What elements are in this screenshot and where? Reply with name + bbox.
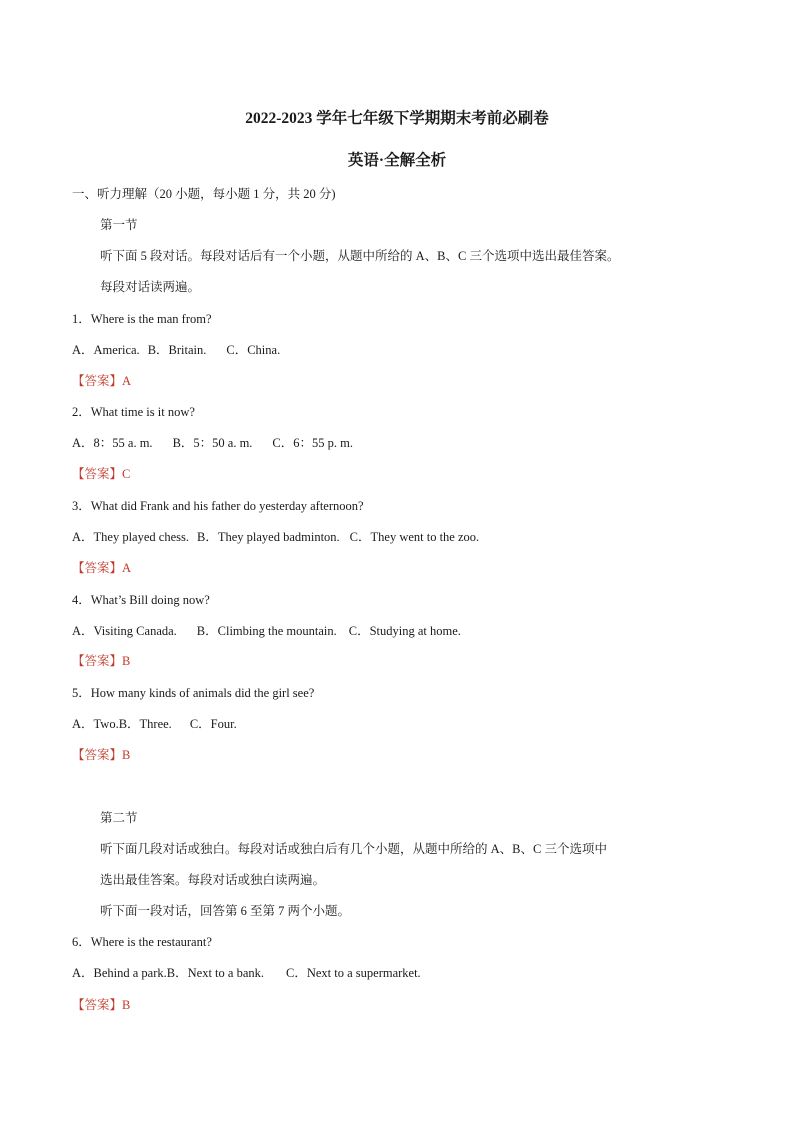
option-row	[72, 435, 353, 451]
question-text: 3．What did Frank and his father do yesterday afternoon?	[72, 499, 364, 513]
page-subtitle: 英语·全解全析	[347, 152, 447, 169]
option-row	[72, 965, 421, 981]
answer-line	[72, 747, 130, 763]
part1-instruction: 听下面 5 段对话。每段对话后有一个小题，从题中所给的 A、B、C 三个选项中选出最佳答案。	[100, 249, 620, 263]
option-a: A．8：55 a. m.	[72, 436, 153, 450]
question-text: 6．Where is the restaurant?	[72, 935, 212, 949]
answer-line	[72, 653, 130, 669]
option-b: B．Britain.	[147, 343, 207, 357]
option-c: C．Four.	[189, 717, 237, 731]
answer-tag: 【答案】	[72, 374, 123, 388]
part1-label: 第一节	[100, 218, 138, 232]
option-b: B．They played badminton.	[196, 530, 340, 544]
answer-tag: 【答案】	[72, 561, 123, 575]
option-b: B．5：50 a. m.	[172, 436, 253, 450]
part2-instruction: 听下面一段对话，回答第 6 至第 7 两个小题。	[100, 904, 351, 918]
option-c: C．Next to a supermarket.	[286, 966, 421, 980]
option-c: C．6：55 p. m.	[272, 436, 353, 450]
option-b: B．Climbing the mountain.	[196, 624, 337, 638]
question-text: 1．Where is the man from?	[72, 312, 212, 326]
option-a: A．They played chess.	[72, 530, 189, 544]
question-text: 2．What time is it now?	[72, 405, 195, 419]
part2-label: 第二节	[100, 811, 138, 825]
option-row	[72, 623, 461, 639]
option-a: A．Behind a park.	[72, 966, 167, 980]
option-c: C．They went to the zoo.	[349, 530, 480, 544]
part1-instruction: 每段对话读两遍。	[100, 280, 201, 294]
answer-value: A	[122, 561, 132, 575]
option-b: B．Next to a bank.	[166, 966, 264, 980]
option-b: B．Three.	[118, 717, 172, 731]
answer-line	[72, 466, 130, 482]
answer-tag: 【答案】	[72, 654, 123, 668]
answer-line	[72, 997, 130, 1013]
answer-tag: 【答案】	[72, 748, 123, 762]
answer-value: B	[122, 998, 131, 1012]
option-c: C．China.	[226, 343, 281, 357]
option-a: A．America.	[72, 343, 140, 357]
answer-line	[72, 373, 131, 389]
option-c: C．Studying at home.	[348, 624, 461, 638]
question-text: 5．How many kinds of animals did the girl see?	[72, 686, 315, 700]
option-row	[72, 342, 280, 358]
answer-value: C	[122, 467, 131, 481]
page-title: 2022-2023 学年七年级下学期期末考前必刷卷	[245, 110, 549, 127]
question-text: 4．What’s Bill doing now?	[72, 593, 210, 607]
part2-instruction: 听下面几段对话或独白。每段对话或独白后有几个小题，从题中所给的 A、B、C 三个选项中	[100, 842, 607, 856]
part2-instruction: 选出最佳答案。每段对话或独白读两遍。	[100, 873, 326, 887]
answer-line	[72, 560, 131, 576]
section-heading: 一、听力理解（20 小题，每小题 1 分，共 20 分)	[72, 187, 336, 201]
answer-value: B	[122, 654, 131, 668]
option-row	[72, 529, 479, 545]
option-a: A．Visiting Canada.	[72, 624, 177, 638]
answer-tag: 【答案】	[72, 467, 123, 481]
answer-tag: 【答案】	[72, 998, 123, 1012]
answer-value: A	[122, 374, 132, 388]
answer-value: B	[122, 748, 131, 762]
option-a: A．Two.	[72, 717, 119, 731]
option-row	[72, 716, 237, 732]
